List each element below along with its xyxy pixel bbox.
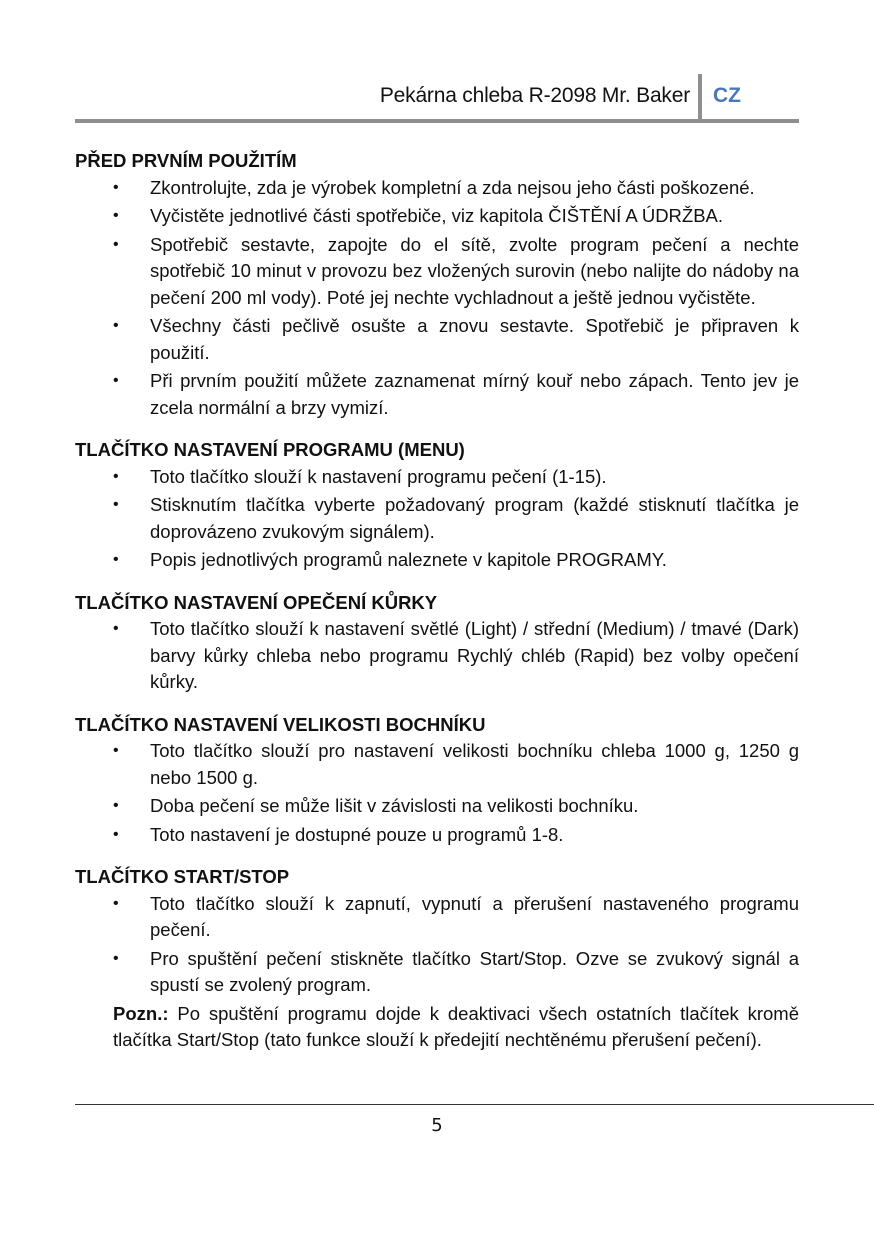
language-code: CZ (713, 84, 741, 107)
section-title: TLAČÍTKO NASTAVENÍ OPEČENÍ KŮRKY (75, 591, 438, 613)
bullet-icon: • (113, 742, 119, 759)
note-text: Po spuštění programu dojde k deaktivaci všech ostatních tlačítek kromě tlačítka Start/Stop (tato funkce slouží k předejití nechtěnému přerušení pečení). (113, 1002, 799, 1050)
bullet-icon: • (113, 178, 119, 196)
section-title: TLAČÍTKO NASTAVENÍ PROGRAMU (MENU) (75, 439, 465, 460)
list-item-text: Toto tlačítko slouží k zapnutí, vypnutí a přerušení nastaveného programu pečení. (150, 892, 799, 940)
section-menu-button (75, 437, 799, 574)
list-item-text: Pro spuštění pečení stiskněte tlačítko Start/Stop. Ozve se zvukový signál a spustí se zvolený program. (150, 947, 799, 995)
list-item-text: Zkontrolujte, zda je výrobek kompletní a zda nejsou jeho části poškozené. (150, 176, 755, 198)
bullet-icon: • (113, 949, 119, 967)
list-item-text: Stisknutím tlačítka vyberte požadovaný program (každé stisknutí tlačítka je doprovázeno zvukovým signálem). (150, 494, 799, 542)
bullet-icon: • (113, 551, 119, 568)
bullet-icon: • (113, 797, 119, 814)
bullet-list (75, 891, 799, 999)
page-header (0, 0, 874, 130)
list-item (75, 175, 799, 202)
section-title: TLAČÍTKO NASTAVENÍ VELIKOSTI BOCHNÍKU (75, 713, 486, 735)
list-item-text: Toto tlačítko slouží k nastavení programu pečení (1-15). (150, 465, 607, 487)
section-loaf-size-button (75, 712, 799, 849)
list-item-text: Toto tlačítko slouží k nastavení světlé (Light) / střední (Medium) / tmavé (Dark) barvy kůrky chleba nebo programu Rychlý chléb (Rapid) bez volby opečení kůrky. (150, 618, 799, 692)
list-item (75, 492, 799, 545)
section-start-stop-button (75, 864, 799, 1054)
section-crust-button (75, 590, 799, 696)
bullet-icon: • (113, 235, 119, 253)
note-label: Pozn.: (113, 1002, 169, 1024)
section-before-first-use (75, 148, 799, 421)
list-item-text: Doba pečení se může lišit v závislosti na velikosti bochníku. (150, 795, 639, 816)
bullet-list (75, 175, 799, 422)
list-item (75, 891, 799, 944)
bullet-icon: • (113, 207, 119, 224)
section-title: TLAČÍTKO START/STOP (75, 866, 290, 887)
list-item (75, 368, 799, 421)
list-item (75, 313, 799, 366)
list-item (75, 738, 799, 791)
bullet-icon: • (113, 317, 119, 334)
list-item-text: Při prvním použití můžete zaznamenat mírný kouř nebo zápach. Tento jev je zcela normální a brzy vymizí. (150, 370, 799, 418)
bullet-list (75, 464, 799, 574)
bullet-icon: • (113, 467, 119, 485)
list-item-text: Popis jednotlivých programů naleznete v kapitole PROGRAMY. (150, 549, 667, 570)
bullet-icon: • (113, 894, 119, 912)
list-item (75, 616, 799, 696)
note (75, 1001, 799, 1054)
bullet-icon: • (113, 372, 119, 389)
list-item (75, 822, 799, 849)
list-item (75, 203, 799, 230)
list-item (75, 793, 799, 820)
bullet-list (75, 616, 799, 696)
bullet-icon: • (113, 620, 119, 637)
list-item (75, 946, 799, 999)
page-number: 5 (431, 1115, 443, 1136)
header-rule (75, 119, 799, 123)
bullet-icon: • (113, 825, 119, 843)
bullet-list (75, 738, 799, 848)
list-item-text: Toto nastavení je dostupné pouze u programů 1-8. (150, 823, 564, 845)
list-item (75, 232, 799, 312)
list-item-text: Spotřebič sestavte, zapojte do el sítě, zvolte program pečení a nechte spotřebič 10 minut v provozu bez vložených surovin (nebo nalijte do nádoby na pečení 200 ml vody). Poté jej nechte vychladnout a ještě jednou vyčistěte. (150, 233, 799, 308)
bullet-icon: • (113, 496, 119, 513)
list-item-text: Všechny části pečlivě osušte a znovu sestavte. Spotřebič je připraven k použití. (150, 315, 799, 363)
footer-rule (75, 1104, 874, 1105)
list-item-text: Toto tlačítko slouží pro nastavení velikosti bochníku chleba 1000 g, 1250 g nebo 1500 g. (150, 740, 799, 788)
section-title: PŘED PRVNÍM POUŽITÍM (75, 150, 297, 171)
list-item (75, 547, 799, 574)
header-separator (698, 74, 702, 120)
document-title: Pekárna chleba R-2098 Mr. Baker (379, 84, 690, 107)
list-item-text: Vyčistěte jednotlivé části spotřebiče, viz kapitola ČIŠTĚNÍ A ÚDRŽBA. (150, 205, 724, 226)
list-item (75, 464, 799, 491)
page-content (75, 148, 799, 1070)
